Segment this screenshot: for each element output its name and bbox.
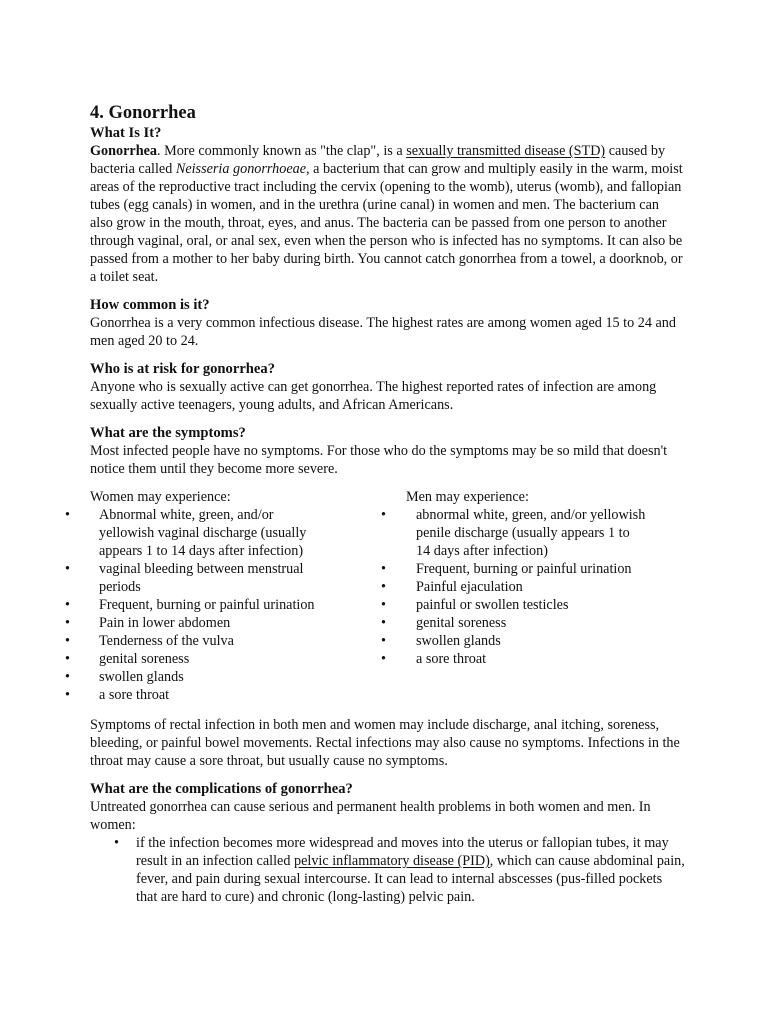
list-item (65, 506, 330, 560)
men-symptom-list (381, 506, 646, 668)
list-item (381, 632, 646, 650)
bullet: • (381, 507, 386, 523)
list-item-text: genital soreness (416, 615, 507, 631)
list-item (381, 578, 646, 596)
list-item (65, 614, 330, 632)
list-item (65, 596, 330, 614)
list-item (381, 506, 646, 560)
bullet: • (65, 651, 70, 667)
bullet: • (381, 633, 386, 649)
heading-symptoms: What are the symptoms? (90, 425, 246, 441)
list-item (65, 668, 330, 686)
list-item-text: Frequent, burning or painful urination (416, 561, 632, 577)
bullet: • (65, 561, 70, 577)
list-item (65, 560, 330, 596)
document-content (65, 102, 685, 906)
list-item-text: vaginal bleeding between menstrual periods (99, 561, 304, 595)
men-label: Men may experience: (406, 489, 529, 505)
paragraph-symptoms: Most infected people have no symptoms. For those who do the symptoms may be so mild that doesn't notice them until they become more severe. (90, 443, 668, 477)
list-item (381, 650, 646, 668)
men-column (381, 488, 646, 668)
paragraph-complications: Untreated gonorrhea can cause serious and permanent health problems in both women and men. In women: (90, 799, 651, 833)
women-column (65, 488, 330, 704)
paragraph-risk: Anyone who is sexually active can get gonorrhea. The highest reported rates of infection are among sexually active teenagers, young adults, and African Americans. (90, 379, 657, 413)
list-item (381, 596, 646, 614)
bullet: • (381, 651, 386, 667)
list-item-text: painful or swollen testicles (416, 597, 569, 613)
list-item-text: Pain in lower abdomen (99, 615, 231, 631)
link-pid[interactable]: pelvic inflammatory disease (PID) (293, 853, 490, 869)
list-item-text: a sore throat (416, 651, 487, 667)
bullet: • (65, 597, 70, 613)
list-item-text: Tenderness of the vulva (99, 633, 234, 649)
bullet: • (381, 597, 386, 613)
bullet: • (381, 579, 386, 595)
bullet: • (114, 835, 119, 851)
text-segment: . More commonly known as "the clap", is a (157, 143, 407, 159)
text-segment: caused by bacteria called (90, 143, 666, 177)
heading-risk: Who is at risk for gonorrhea? (90, 361, 275, 377)
list-item (381, 560, 646, 578)
list-item-text: Abnormal white, green, and/or yellowish vaginal discharge (usually appears 1 to 14 days after infection) (99, 507, 307, 559)
bullet: • (381, 561, 386, 577)
link-std[interactable]: sexually transmitted disease (STD) (406, 143, 606, 159)
list-item-text: swollen glands (99, 669, 184, 685)
list-item (65, 650, 330, 668)
species-name: Neisseria gonorrhoeae, (175, 161, 310, 177)
text-segment: if the infection becomes more widespread and moves into the uterus or fallopian tubes, it may result in an infection called (136, 835, 669, 869)
page-title: 4. Gonorrhea (90, 103, 196, 123)
list-item (65, 632, 330, 650)
text-segment: , which can cause abdominal pain, fever, and pain during sexual intercourse. It can lead to internal abscesses (pus-filled pockets that are hard to cure) and chronic (long-lasting) pelvic pain. (136, 853, 685, 905)
list-item (65, 686, 330, 704)
term-gonorrhea: Gonorrhea (90, 143, 157, 159)
women-symptom-list (65, 506, 330, 704)
paragraph-what-is-it (90, 142, 685, 286)
bullet: • (65, 615, 70, 631)
heading-complications: What are the complications of gonorrhea? (90, 781, 353, 797)
list-item (381, 614, 646, 632)
bullet: • (65, 687, 70, 703)
list-item-text: genital soreness (99, 651, 190, 667)
paragraph-how-common: Gonorrhea is a very common infectious disease. The highest rates are among women aged 15 to 24 and men aged 20 to 24. (90, 315, 676, 349)
complication-item (114, 834, 685, 906)
bullet: • (65, 669, 70, 685)
heading-how-common: How common is it? (90, 297, 210, 313)
bullet: • (65, 507, 70, 523)
heading-what-is-it: What Is It? (90, 125, 162, 141)
list-item-text: swollen glands (416, 633, 501, 649)
symptom-lists (65, 488, 685, 703)
list-item-text: a sore throat (99, 687, 170, 703)
text-segment: a bacterium that can grow and multiply easily in the warm, moist areas of the reproductive tract including the cervix (opening to the womb), uterus (womb), and fallopian tubes (egg canals) in women, and in the urethra (urine canal) in women and men. The bacterium can also grow in the mouth, throat, eyes, and anus. The bacteria can be passed from one person to another through vaginal, oral, or anal sex, even when the person who is infected has no symptoms. It can also be passed from a mother to her baby during birth. You cannot catch gonorrhea from a towel, a doorknob, or a toilet seat. (90, 161, 683, 285)
paragraph-rectal-symptoms: Symptoms of rectal infection in both men and women may include discharge, anal itching, soreness, bleeding, or painful bowel movements. Rectal infections may also cause no symptoms. Infections in the throat may cause a sore throat, but usually cause no symptoms. (90, 717, 680, 769)
list-item-text: Painful ejaculation (416, 579, 523, 595)
women-label: Women may experience: (90, 489, 231, 505)
list-item-text: abnormal white, green, and/or yellowish penile discharge (usually appears 1 to 14 days after infection) (416, 507, 646, 559)
bullet: • (65, 633, 70, 649)
list-item-text: Frequent, burning or painful urination (99, 597, 315, 613)
bullet: • (381, 615, 386, 631)
